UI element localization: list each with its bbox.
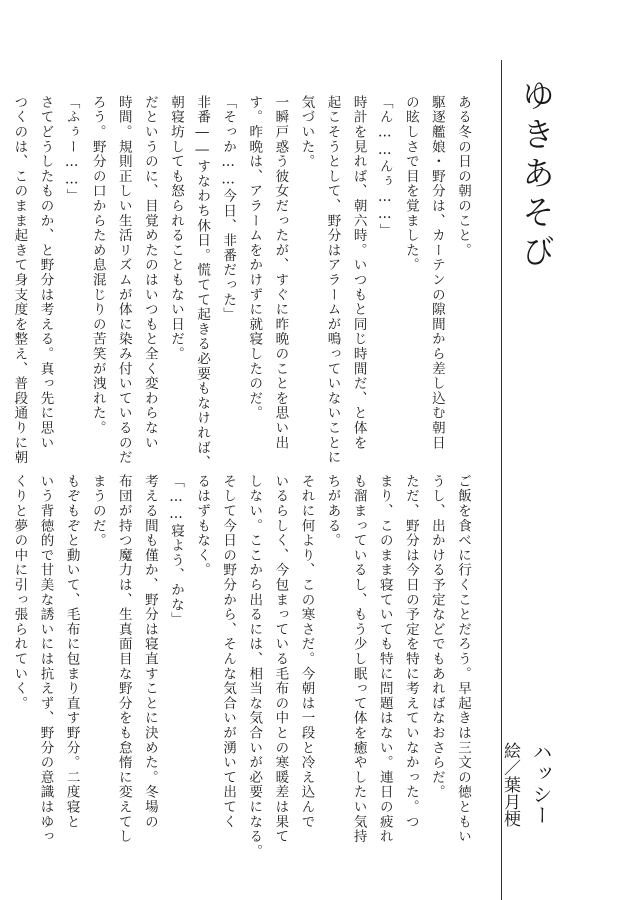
text-column: いるらしく、今包まっている毛布の中との寒暖差は果て — [272, 474, 289, 844]
text-column: 布団が持つ魔力は、生真面目な野分をも怠惰に変えてし — [115, 474, 132, 844]
body-text-upper-block — [11, 95, 476, 470]
text-column: す。昨晩は、アラームをかけずに就寝したのだ。 — [246, 95, 263, 421]
text-column: ある冬の日の朝のこと。 — [455, 95, 471, 258]
text-column: つくのは、このまま起きて身支度を整え、普段通りに朝 — [11, 95, 28, 465]
story-title: ゆきあそび — [517, 78, 556, 273]
text-column: 「ん……んぅ……」 — [376, 95, 393, 239]
text-column: るはずもなく。 — [194, 474, 211, 578]
text-column: 「そっか……今日、非番だった」 — [220, 95, 237, 322]
text-column: も溜まっているし、もう少し眠って体を癒やしたい気持 — [350, 474, 367, 844]
text-column: ちがある。 — [324, 474, 341, 548]
text-column: の眩しさで目を覚ました。 — [402, 95, 419, 273]
text-column: しない。ここから出るには、相当な気合いが必要になる。 — [246, 474, 263, 859]
text-column: うし、出かける予定などでもあればなおさらだ。 — [428, 474, 445, 800]
text-column: 「……寝よう、かな」 — [167, 474, 184, 627]
text-column: くりと夢の中に引っ張られていく。 — [11, 474, 28, 711]
text-column: ただ、野分は今日の予定を特に考えていなかった。つ — [402, 474, 419, 830]
text-column: 「ふぅー……」 — [63, 95, 80, 204]
text-column: ご飯を食べに行くことだろう。早起きは三文の徳ともい — [455, 474, 471, 844]
text-column: まうのだ。 — [89, 474, 106, 548]
illustrator-credit: 絵／葉月梗 — [500, 742, 520, 827]
text-column: 時間。規則正しい生活リズムが体に染み付いているのだ — [115, 95, 132, 465]
text-column: さてどうしたものか、と野分は考える。真っ先に思い — [37, 95, 54, 451]
text-column: 時計を見れば、朝六時。いつもと同じ時間だ、と体を — [350, 95, 367, 451]
text-column: 駆逐艦娘・野分は、カーテンの隙間から差し込む朝日 — [428, 95, 445, 451]
body-text-lower-block — [11, 474, 476, 859]
text-column: まり、このまま寝ていても特に問題はない。連日の疲れ — [376, 474, 393, 844]
text-column: ろう。野分の口からため息混じりの苦笑が洩れた。 — [89, 95, 106, 436]
text-column: 気づいた。 — [298, 95, 315, 169]
author-name: ハッシー — [529, 742, 553, 826]
text-column: 考える間も僅か、野分は寝直すことに決めた。冬場の — [141, 474, 158, 830]
text-column: だというのに、目覚めたのはいつもと全く変わらない — [141, 95, 158, 451]
text-column: そして今日の野分から、そんな気合いが湧いて出てく — [220, 474, 237, 830]
text-column: 非番――すなわち休日。慌てて起きる必要もなければ、 — [194, 95, 211, 470]
text-column: 一瞬戸惑う彼女だったが、すぐに昨晩のことを思い出 — [272, 95, 289, 451]
text-column: もぞもぞと動いて、毛布に包まり直す野分。二度寝と — [63, 474, 80, 830]
text-column: いう背徳的で甘美な誘いには抗えず、野分の意識はゆっ — [37, 474, 54, 844]
text-column: 朝寝坊しても怒られることもない日だ。 — [167, 95, 184, 362]
text-column: 起こそうとして、野分はアラームが鳴っていないことに — [324, 95, 341, 465]
text-column: それに何より、この寒さだ。今朝は一段と冷え込んで — [298, 474, 315, 830]
